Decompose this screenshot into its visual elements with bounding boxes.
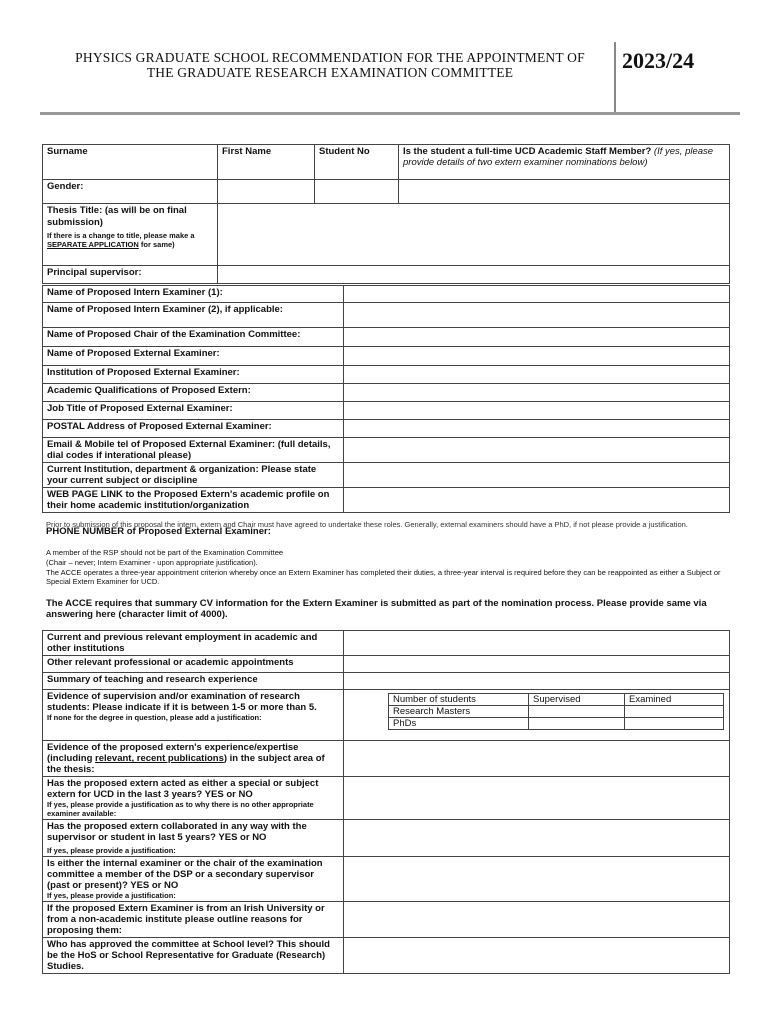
dsp-member-input[interactable] [344, 857, 730, 902]
appointments-label: Other relevant professional or academic appointments [43, 656, 344, 673]
supervision-label: Evidence of supervision and/or examination of research students: Please indicate if it is between 1-5 or more than 5. If none for the degree in question, please add a justification: [43, 690, 344, 741]
gender-input-3[interactable] [399, 180, 730, 204]
examiner-row-input[interactable] [344, 286, 730, 303]
expertise-input[interactable] [344, 741, 730, 777]
form-title-line2: THE GRADUATE RESEARCH EXAMINATION COMMITTEE [146, 65, 514, 80]
masters-examined-input[interactable] [625, 706, 724, 718]
form-title [40, 50, 620, 80]
cv-table [42, 630, 730, 974]
supervision-cell [344, 690, 730, 741]
rsp-note: A member of the RSP should not be part of the Examination Committee [46, 548, 284, 557]
acted-extern-input[interactable] [344, 777, 730, 820]
acted-extern-label: Has the proposed extern acted as either a special or subject extern for UCD in the last 3 years? YES or NO If yes, please provide a justification as to why there is no other appropriate examiner available: [43, 777, 344, 820]
examiner-row-label: Job Title of Proposed External Examiner: [43, 402, 344, 420]
appointments-input[interactable] [344, 656, 730, 673]
examiner-row-label: Institution of Proposed External Examiner: [43, 366, 344, 384]
fulltime-staff-field[interactable]: Is the student a full-time UCD Academic Staff Member? (If yes, please provide details of two extern examiner nominations below) [399, 145, 730, 180]
examiner-row-input[interactable] [344, 402, 730, 420]
examiner-table [42, 285, 730, 513]
examiner-row-label: Current Institution, department & organization: Please state your current subject or discipline [43, 463, 344, 488]
examiner-row-label: WEB PAGE LINK to the Proposed Extern's academic profile on their home academic institution/organization [43, 488, 344, 513]
examiner-row-input[interactable] [344, 366, 730, 384]
prior-agreement-note: Prior to submission of this proposal the intern, extern and Chair must have agreed to undertake these roles. Generally, external examiners should have a PhD, if not please provide a justification. [46, 520, 688, 529]
collaboration-label: Has the proposed extern collaborated in any way with the supervisor or student in last 5 years? YES or NO If yes, please provide a justification: [43, 820, 344, 857]
gender-input-1[interactable] [218, 180, 315, 204]
dsp-member-label: Is either the internal examiner or the chair of the examination committee a member of the DSP or a secondary supervisor (past or present)? YES or NO If yes, please provide a justification: [43, 857, 344, 902]
principal-supervisor-input[interactable] [218, 266, 730, 284]
acce-note: The ACCE operates a three-year appointment criterion whereby once an Extern Examiner has completed their duties, a three-year interval is required before they can be reappointed as either a Subject or Special Extern Examiner for UCD. [46, 568, 721, 586]
academic-year: 2023/24 [622, 48, 695, 73]
examiner-row-label: Name of Proposed Chair of the Examination Committee: [43, 328, 344, 347]
examiner-row-input[interactable] [344, 420, 730, 438]
gender-label: Gender: [43, 180, 218, 204]
student-no-field[interactable]: Student No [315, 145, 399, 180]
inner-header: Number of students [389, 694, 529, 706]
examiner-row-label: Email & Mobile tel of Proposed External Examiner: (full details, dial codes if interational please) [43, 438, 344, 463]
phone-number-heading: PHONE NUMBER of Proposed External Examiner: [46, 526, 271, 537]
surname-field[interactable]: Surname [43, 145, 218, 180]
inner-header: Supervised [529, 694, 625, 706]
expertise-label: Evidence of the proposed extern's experience/expertise (including relevant, recent publications) in the subject area of the thesis: [43, 741, 344, 777]
principal-supervisor-label: Principal supervisor: [43, 266, 218, 284]
examiner-row-label: Name of Proposed Intern Examiner (1): [43, 286, 344, 303]
employment-input[interactable] [344, 631, 730, 656]
phds-supervised-input[interactable] [529, 718, 625, 730]
inner-row-label: Research Masters [389, 706, 529, 718]
examiner-row-label: Academic Qualifications of Proposed Extern: [43, 384, 344, 402]
examiner-row-input[interactable] [344, 438, 730, 463]
phds-examined-input[interactable] [625, 718, 724, 730]
supervision-counts-table [388, 693, 724, 730]
examiner-row-input[interactable] [344, 384, 730, 402]
thesis-title-input[interactable] [218, 204, 730, 266]
first-name-field[interactable]: First Name [218, 145, 315, 180]
header-rule [40, 112, 740, 115]
examiner-row-input[interactable] [344, 328, 730, 347]
approved-by-input[interactable] [344, 938, 730, 974]
cv-instruction: The ACCE requires that summary CV information for the Extern Examiner is submitted as part of the nomination process. Please provide same via answering here (character limit of 4000). [46, 598, 707, 620]
teaching-label: Summary of teaching and research experience [43, 673, 344, 690]
irish-extern-label: If the proposed Extern Examiner is from an Irish University or from a non-academic institute please outline reasons for proposing them: [43, 902, 344, 938]
chair-note: (Chair – never; Intern Examiner - upon appropriate justification). [46, 558, 258, 567]
examiner-row-label: Name of Proposed External Examiner: [43, 347, 344, 366]
form-title-line1: PHYSICS GRADUATE SCHOOL RECOMMENDATION FOR THE APPOINTMENT OF [75, 50, 585, 65]
student-details-table [42, 144, 730, 284]
inner-header: Examined [625, 694, 724, 706]
examiner-row-label: Name of Proposed Intern Examiner (2), if applicable: [43, 303, 344, 328]
thesis-title-label: Thesis Title: (as will be on final submission) If there is a change to title, please make a SEPARATE APPLICATION for same) [43, 204, 218, 266]
masters-supervised-input[interactable] [529, 706, 625, 718]
collaboration-input[interactable] [344, 820, 730, 857]
employment-label: Current and previous relevant employment in academic and other institutions [43, 631, 344, 656]
irish-extern-input[interactable] [344, 902, 730, 938]
inner-row-label: PhDs [389, 718, 529, 730]
examiner-row-label: POSTAL Address of Proposed External Examiner: [43, 420, 344, 438]
examiner-row-input[interactable] [344, 463, 730, 488]
gender-input-2[interactable] [315, 180, 399, 204]
examiner-row-input[interactable] [344, 488, 730, 513]
examiner-row-input[interactable] [344, 347, 730, 366]
header-divider [614, 42, 616, 112]
examiner-row-input[interactable] [344, 303, 730, 328]
approved-by-label: Who has approved the committee at School level? This should be the HoS or School Representative for Graduate (Research) Studies. [43, 938, 344, 974]
teaching-input[interactable] [344, 673, 730, 690]
